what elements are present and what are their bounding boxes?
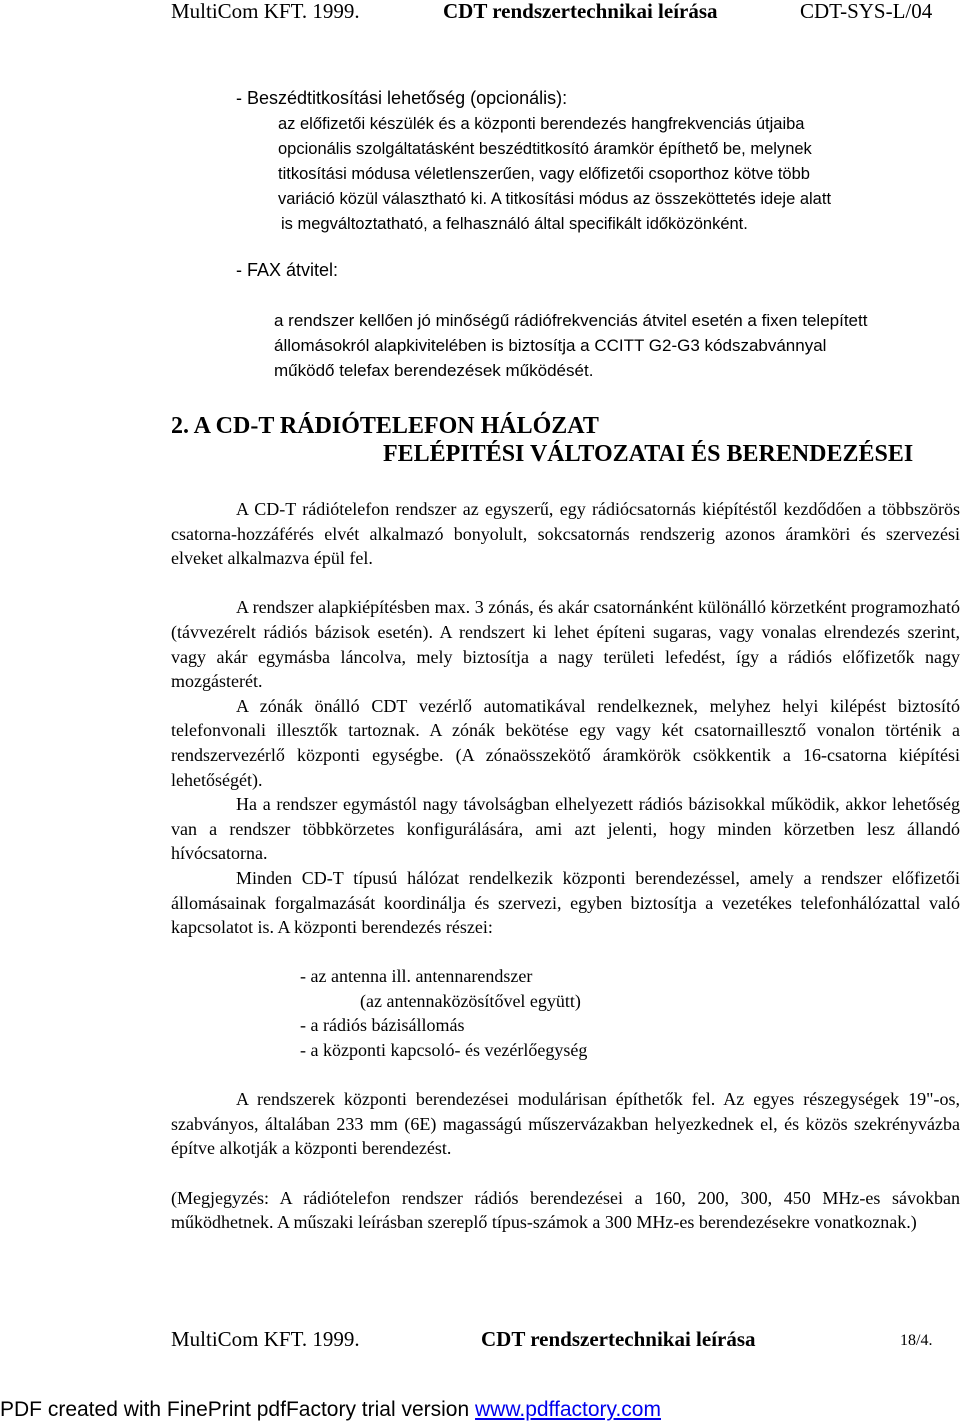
speech-encryption-line: titkosítási módusa véletlenszerűen, vagy előfizetői csoporthoz kötve több [278, 165, 810, 183]
fax-body [274, 308, 867, 383]
speech-encryption-body [278, 112, 831, 237]
header-company: MultiCom KFT. 1999. [171, 0, 360, 23]
fax-line: a rendszer kellően jó minőségű rádiófrekvenciás átvitel esetén a fixen telepített [274, 311, 868, 330]
paragraph-6: A rendszerek központi berendezései modulárisan építhetők fel. Az egyes részegységek 19"-os, szabványos, általában 233 mm (6E) magasságú műszervázakban helyezkednek el, és közös szekrényvázba építve alkotják a központi berendezést. [171, 1089, 960, 1159]
section-title-line1: 2. A CD-T RÁDIÓTELEFON HÁLÓZAT [171, 413, 599, 439]
speech-encryption-line: is megváltoztatható, a felhasználó által specifikált időközönként. [281, 215, 748, 233]
header-title: CDT rendszertechnikai leírása [443, 0, 718, 23]
fax-line: működő telefax berendezések működését. [274, 361, 594, 380]
fax-title: - FAX átvitel: [236, 260, 339, 280]
paragraph-3: A zónák önálló CDT vezérlő automatikával rendelkeznek, melyhez helyi kilépést biztosító telefonvonali illesztők tartoznak. A zónák bekötése egy vagy két csatornaillesztő vonalon történik a rendszervezérlő központi egységbe. (A zónaösszekötő áramkörök csökkentik a 16-csatorna kiépítési lehetőségét). [171, 695, 960, 790]
header-doc-id: CDT-SYS-L/04 [800, 0, 933, 23]
paragraph-1: A CD-T rádiótelefon rendszer az egyszerű, egy rádiócsatornás kiépítéstől kezdődően a többszörös csatorna-hozzáférés elvét alkalmazó bonyolult, sokcsatornás rendszerig azonos áramköri és szervezési elveket alkalmazva épül fel. [171, 499, 960, 569]
pdffactory-link[interactable]: www.pdffactory.com [475, 1398, 661, 1421]
paragraph-2: A rendszer alapkiépítésben max. 3 zónás, és akár csatornánként különálló körzetként programozható (távvezérelt rádiós bázisok esetén). A rendszert ki lehet építeni sugaras, vagy vonalas elrendezés szerint, vagy akár egymásba láncolva, mely biztosítja a nagy területi lefedést, így a rádiós előfizetők nagy mozgásterét. [171, 597, 960, 692]
footer-title: CDT rendszertechnikai leírása [481, 1327, 756, 1351]
components-list [171, 964, 960, 1062]
speech-encryption-line: az előfizetői készülék és a központi berendezés hangfrekvenciás útjaiba [278, 115, 805, 133]
page-number: 18/4. [900, 1332, 933, 1349]
footer-company: MultiCom KFT. 1999. [171, 1327, 360, 1351]
paragraph-5: Minden CD-T típusú hálózat rendelkezik központi berendezéssel, amely a rendszer előfizetői állomásainak forgalmazását koordinálja és szervezi, egyben biztosítja a vezetékes telefonhálózattal való kapcsolatot is. A központi berendezés részei: [171, 867, 960, 938]
section-title-line2: FELÉPITÉSI VÁLTOZATAI ÉS BERENDEZÉSEI [383, 441, 914, 467]
pdf-banner-text: PDF created with FinePrint pdfFactory trial version [0, 1398, 476, 1421]
speech-encryption-line: opcionális szolgáltatásként beszédtitkosító áramkör építhető be, melynek [278, 140, 812, 158]
fax-line: állomásokról alapkivitelében is biztosítja a CCITT G2-G3 kódszabvánnyal [274, 336, 827, 355]
body-text [171, 497, 960, 1235]
speech-encryption-line: variáció közül választható ki. A titkosítási módus az összeköttetés ideje alatt [278, 190, 832, 208]
list-item: - a központi kapcsoló- és vezérlőegység [300, 1040, 588, 1061]
pdf-banner [0, 1396, 661, 1424]
list-item: - a rádiós bázisállomás [300, 1015, 465, 1036]
paragraph-4: Ha a rendszer egymástól nagy távolságban elhelyezett rádiós bázisokkal működik, akkor lehetőség van a rendszer többkörzetes konfigurálására, ami azt jelenti, hogy minden körzetben lesz állandó hívócsatorna. [171, 794, 960, 864]
list-item: - az antenna ill. antennarendszer [300, 966, 533, 987]
paragraph-7: (Megjegyzés: A rádiótelefon rendszer rádiós berendezései a 160, 200, 300, 450 MHz-es sávokban működhetnek. A műszaki leírásban szereplő típus-számok a 300 MHz-es berendezésekre vonatkoznak.) [171, 1187, 960, 1233]
speech-encryption-title: - Beszédtitkosítási lehetőség (opcionális): [236, 88, 568, 108]
list-item: (az antennaközösítővel együtt) [360, 990, 581, 1011]
